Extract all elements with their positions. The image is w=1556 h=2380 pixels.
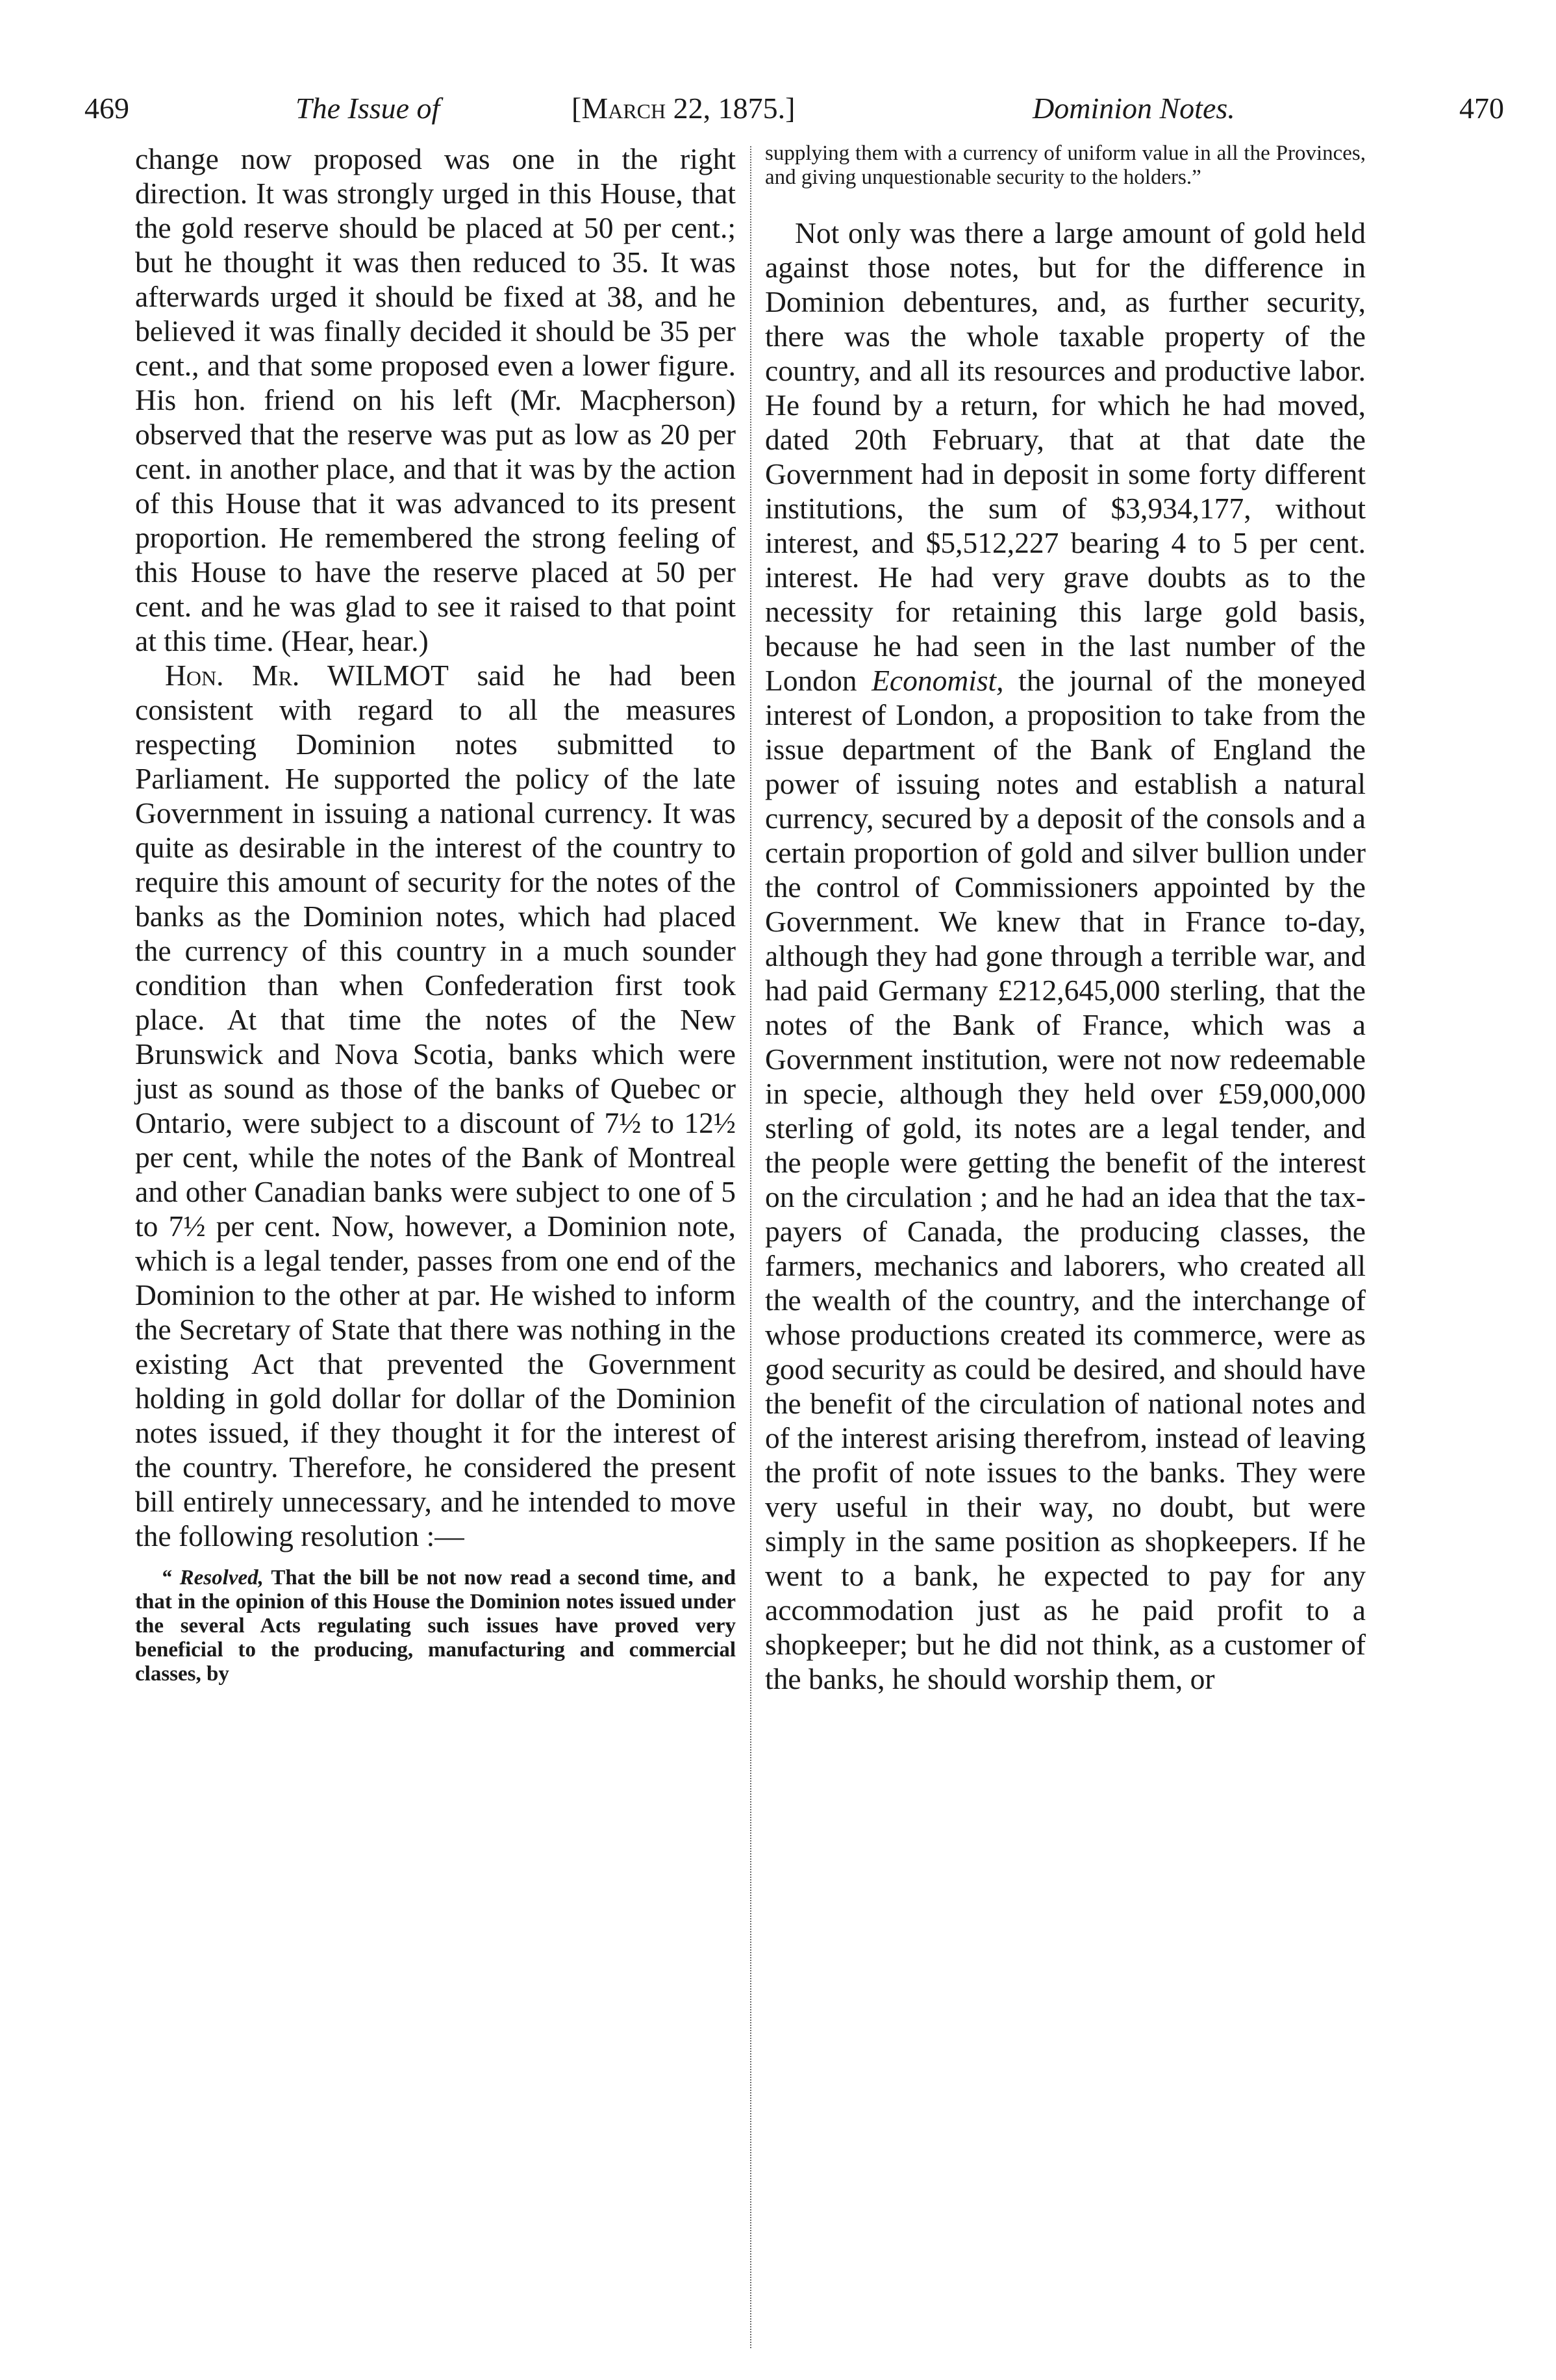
resolution-text: That the bill be not now read a second time, and that in the opinion of this House the Dominion notes issued under the several Acts regulating such issues have proved very beneficial to the producing, manufacturing and commercial classes, by	[135, 1566, 736, 1686]
page-header	[84, 91, 1504, 143]
resolution-label: “ Resolved,	[161, 1566, 264, 1589]
right-paragraph-continued: the journal of the moneyed interest of London, a proposition to take from the issue department of the Bank of England the power of issuing notes and establish a natural currency, secured by a deposit of the consols and a certain proportion of gold and silver bullion under the control of Commissioners appointed by the Government. We knew that in France to-day, although they had gone through a terrible war, and had paid Germany £212,645,000 sterling, that the notes of the Bank of France, which was a Government institution, were not now redeemable in specie, although they held over £59,000,000 sterling of gold, its notes are a legal tender, and the people were getting the benefit of the interest on the circulation ; and he had an idea that the tax-payers of Canada, the producing classes, the farmers, mechanics and laborers, who created all the wealth of the country, and the interchange of whose productions created its commerce, were as good security as could be desired, and should have the benefit of the circulation of national notes and of the interest arising therefrom, instead of leaving the profit of note issues to the banks. They were very useful in their way, no doubt, but were simply in the same position as shopkeepers. If he went to a bank, he expected to pay for any accommodation just as he paid profit to a shopkeeper; but he did not think, as a customer of the banks, he should worship them, or	[765, 664, 1366, 1695]
left-body-text	[135, 142, 736, 1553]
right-column	[765, 142, 1366, 1696]
right-running-title: Dominion Notes.	[1033, 92, 1235, 125]
right-page-number: 470	[1459, 92, 1504, 125]
right-paragraph-1	[765, 216, 1366, 1696]
right-body-text	[765, 216, 1366, 1696]
left-page-number: 469	[84, 92, 129, 125]
left-running-title: The Issue of	[295, 92, 440, 125]
economist-title: Economist,	[872, 664, 1004, 697]
left-paragraph-1: change now proposed was one in the right direction. It was strongly urged in this House, that the gold reserve should be placed at 50 per cent.; but he thought it was then reduced to 35. It was afterwards urged it should be fixed at 38, and he believed it was finally decided it should be 35 per cent., and that some proposed even a lower figure. His hon. friend on his left (Mr. Macpherson) observed that the reserve was put as low as 20 per cent. in another place, and that it was by the action of this House that it was advanced to its present proportion. He remembered the strong feeling of this House to have the reserve placed at 50 per cent. and he was glad to see it raised to that point at this time. (Hear, hear.)	[135, 142, 736, 657]
speech-text: said he had been consistent with regard to all the measures respecting Dominion notes submitted to Parliament. He supported the policy of the late Government in issuing a national currency. It was quite as desirable in the interest of the country to require this amount of security for the notes of the banks as the Dominion notes, which had placed the currency of this country in a much sounder condition than when Confederation first took place. At that time the notes of the New Brunswick and Nova Scotia, banks which were just as sound as those of the banks of Quebec or Ontario, were subject to a discount of 7½ to 12½ per cent, while the notes of the Bank of Montreal and other Canadian banks were subject to one of 5 to 7½ per cent. Now, however, a Dominion note, which is a legal tender, passes from one end of the Dominion to the other at par. He wished to inform the Secretary of State that there was nothing in the existing Act that prevented the Government holding in gold dollar for dollar of the Dominion notes issued, if they thought it for the interest of the country. Therefore, he considered the present bill entirely unnecessary, and he intended to move the following resolution :—	[135, 659, 736, 1552]
resolution-quote-continued: supplying them with a currency of uniform value in all the Provinces, and giving unquestionable security to the holders.”	[765, 142, 1366, 189]
left-paragraph-2	[135, 658, 736, 1553]
left-column	[135, 142, 736, 1686]
column-divider	[750, 146, 751, 2348]
right-paragraph-text: Not only was there a large amount of gold held against those notes, but for the difference in Dominion debentures, and, as further security, there was the whole taxable property of the country, and all its resources and productive labor. He found by a return, for which he had moved, dated 20th February, that at that date the Government had in deposit in some forty different institutions, the sum of $3,934,177, without interest, and $5,512,227 bearing 4 to 5 per cent. interest. He had very grave doubts as to the necessity for retaining this large gold basis, because he had seen in the last number of the London	[765, 216, 1366, 697]
header-date: [March 22, 1875.]	[571, 92, 796, 125]
resolution-quote	[135, 1566, 736, 1686]
speaker-name: Hon. Mr. WILMOT	[165, 659, 449, 692]
